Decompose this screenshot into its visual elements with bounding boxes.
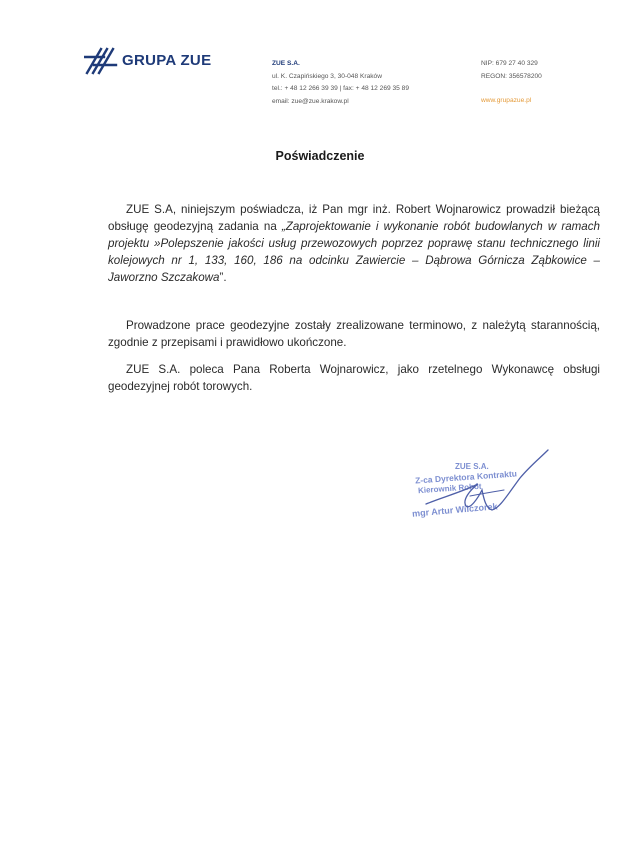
- company-contact-block: [272, 58, 409, 108]
- stamp-company: ZUE S.A.: [455, 462, 489, 471]
- paragraph1-outro: ”.: [219, 271, 227, 284]
- regon-number: REGON: 356578200: [481, 72, 542, 80]
- paragraph-completion: Prowadzone prace geodezyjne zostały zrealizowane terminowo, z należytą starannością, zgodnie z przepisami i prawidłowo ukończone.: [108, 319, 600, 349]
- website-link[interactable]: www.grupazue.pl: [481, 97, 532, 104]
- company-name: ZUE S.A.: [272, 60, 300, 67]
- document-title: Poświadczenie: [275, 149, 365, 163]
- zue-logo-icon: [84, 46, 118, 76]
- company-email: email: zue@zue.krakow.pl: [272, 97, 349, 105]
- nip-number: NIP: 679 27 40 329: [481, 60, 538, 67]
- company-address: ul. K. Czapińskiego 3, 30-048 Kraków: [272, 72, 382, 80]
- company-logo: [84, 46, 214, 76]
- project-name: „Zaprojektowanie i wykonanie robót budowlanych w ramach projektu »Polepszenie jakości usług przewozowych poprzez poprawę stanu technicznego linii kolejowych nr 1, 133, 160, 186 na odcinku Zawiercie – Dąbrowa Górnicza Ząbkowice – Jaworzno Szczakowa: [108, 220, 601, 284]
- registry-block: [481, 58, 542, 108]
- stamp-position: Z-ca Dyrektora Kontraktu: [414, 468, 518, 486]
- company-phone-fax: tel.: + 48 12 266 39 39 | fax: + 48 12 269 35 89: [272, 85, 409, 92]
- letterhead: [0, 0, 640, 120]
- paragraph-recommendation: ZUE S.A. poleca Pana Roberta Wojnarowicz, jako rzetelnego Wykonawcę obsługi geodezyjnej robót torowych.: [108, 363, 600, 393]
- paragraph-confirmation: [108, 201, 600, 286]
- stamp-person: mgr Artur Wilczorek: [411, 501, 498, 519]
- handwritten-signature: [400, 448, 560, 528]
- paragraph1-intro: ZUE S.A, niniejszym poświadcza, iż Pan mgr inż. Robert Wojnarowicz prowadził bieżącą obsługę geodezyjną zadania na: [108, 203, 600, 233]
- logo-wordmark: GRUPA ZUE: [122, 52, 212, 69]
- stamp-role: Kierownik Robót: [417, 481, 482, 496]
